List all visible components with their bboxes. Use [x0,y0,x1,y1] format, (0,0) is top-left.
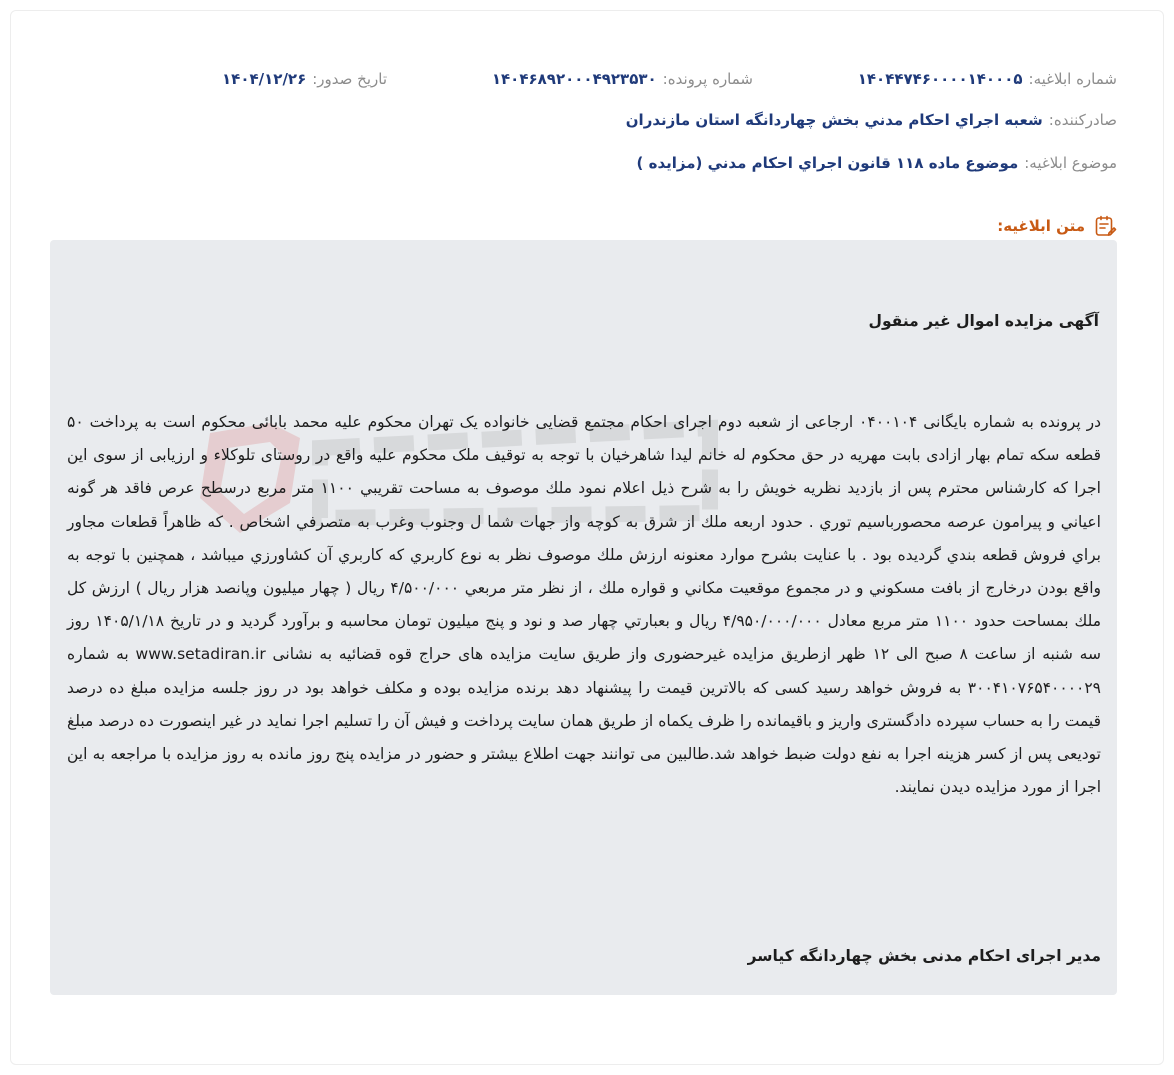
subject-value: موضوع ماده ۱۱۸ قانون اجراي احكام مدني (مزايده ) [636,154,1019,172]
notice-text-label: متن ابلاغیه: [997,217,1085,235]
notice-content-box [50,240,1117,995]
issue-date-value: ۱۴۰۴/۱۲/۲۶ [222,70,307,88]
note-icon [1093,214,1117,238]
notice-signature: مدیر اجرای احکام مدنی بخش چهاردانگه کیاسر [747,947,1101,965]
issuer-label: صادرکننده: [1048,111,1117,129]
issuer-value: شعبه اجراي احكام مدني بخش چهاردانگه استان مازندران [625,111,1043,129]
notice-title: آگهی مزایده اموال غیر منقول [868,312,1099,330]
issue-date-label: تاریخ صدور: [312,70,387,88]
notice-body: در پرونده به شماره بایگانی ۰۴۰۰۱۰۴ ارجاعی از شعبه دوم اجرای احکام مجتمع قضایی خانواده یک تهران محکوم علیه محمد بابائی محکوم است به پرداخت ۵۰ قطعه سکه تمام بهار ازادی بابت مهریه در حق محکوم له خانم لیدا شاهرخیان با توجه به توقیف ملک محکوم علیه واقع در روستای تلوکلاء و ارزیابی از سوی این اجرا که کارشناس محترم پس از بازدید نظریه خویش را به شرح ذیل اعلام نمود ملك موصوف به مساحت تقريبي ۱۱۰۰ متر مربع درسطح عرص فاقد هر گونه اعياني و پيرامون عرصه محصورباسيم توري . حدود اربعه ملك از شرق به كوچه واز جهات شما ل وجنوب وغرب به متصرفي اشخاص . كه ظاهراً قطعات مجاور براي فروش قطعه بندي گرديده بود . با عنايت بشرح موارد معنونه ارزش ملك موصوف نظر به نوع كاربري كه كاربري آن كشاورزي ميباشد ، همچنين با توجه به واقع بودن درخارج از بافت مسكوني و در مجموع موقعيت مكاني و قواره ملك ، از نظر متر مربعي ۴/۵۰۰/۰۰۰ ریال ( چهار میلیون وپانصد هزار ریال ) ارزش كل ملك بمساحت حدود ۱۱۰۰ متر مربع معادل ۴/۹۵۰/۰۰۰/۰۰۰ ريال و بعبارتي چهار صد و نود و پنج ميليون تومان محاسبه و برآورد گردید و در تاریخ ۱۴۰۵/۱/۱۸ روز سه شنبه از ساعت ۸ صبح الی ۱۲ ظهر ازطریق مزایده غیرحضوری واز طریق سایت مزایده های حراج قوه قضائیه به نشانی www.setadiran.ir به شماره ۳۰۰۴۱۰۷۶۵۴۰۰۰۰۲۹ به فروش خواهد رسید کسی که بالاترین قیمت را پیشنهاد دهد برنده مزایده بوده و مکلف خواهد بود در روز جلسه مزایده مبلغ ده درصد قیمت را به حساب سپرده دادگستری واریز و باقیمانده را ظرف یکماه از طریق همان سایت پرداخت و فیش آن را تسلیم اجرا نماید در غیر اینصورت ده درصد مبلغ تودیعی پس از کسر هزینه اجرا به نفع دولت ضبط خواهد شد.طالبین می توانند جهت اطلاع بیشتر و حضور در مزایده پنج روز مانده به روز مزایده با مراجعه به این اجرا از مورد مزایده دیدن نمایند. [67,413,1101,797]
issuer [626,111,1117,129]
notice-text-heading [997,214,1117,238]
file-number-label: شماره پرونده: [662,70,753,88]
notice-number-label: شماره ابلاغیه: [1028,70,1117,88]
subject-label: موضوع ابلاغیه: [1024,154,1117,172]
notice-number [858,70,1117,88]
notice-number-value: ۱۴۰۴۴۷۴۶۰۰۰۰۱۴۰۰۰۵ [857,70,1023,88]
notice-meta-row [57,70,1117,94]
file-number [492,70,753,88]
file-number-value: ۱۴۰۴۶۸۹۲۰۰۰۴۹۲۳۵۳۰ [491,70,657,88]
notice-page [10,10,1164,1065]
issue-date [222,70,387,88]
notice-subject [637,154,1117,172]
